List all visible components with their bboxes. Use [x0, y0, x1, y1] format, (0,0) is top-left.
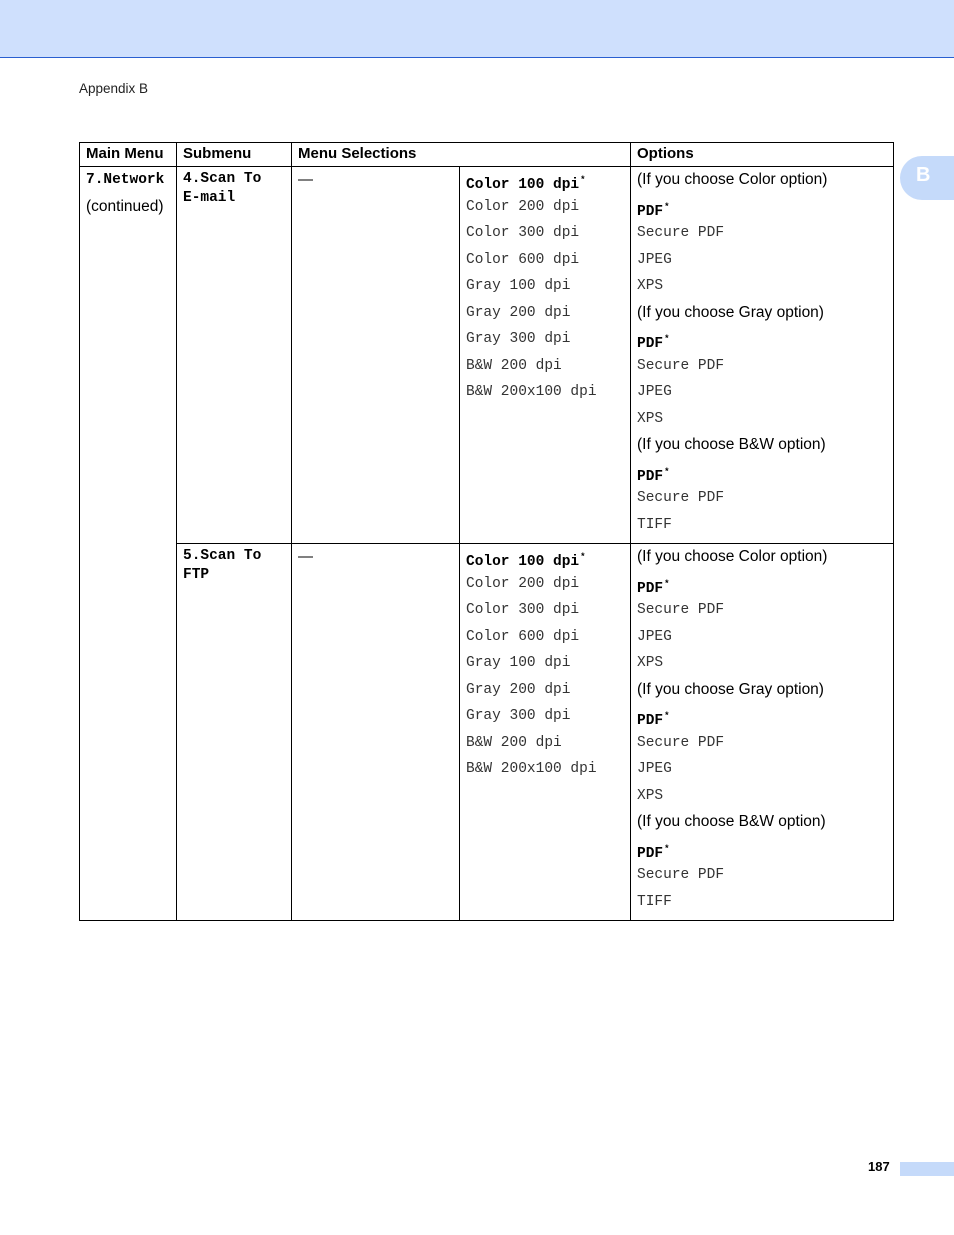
- option-item: XPS: [637, 410, 664, 427]
- selection-cell: [292, 544, 460, 921]
- options-list: [631, 167, 894, 544]
- resolution-item: Gray 100 dpi: [466, 655, 571, 671]
- option-item: Secure PDF: [637, 225, 725, 241]
- submenu-label: 5.Scan To: [183, 548, 262, 564]
- resolution-item: Color 600 dpi: [466, 628, 580, 645]
- col-header-menu-selections: Menu Selections: [292, 143, 631, 167]
- menu-table: [79, 142, 894, 921]
- resolution-item: B&W 200 dpi: [466, 734, 562, 751]
- option-item: Secure PDF: [637, 490, 725, 506]
- resolution-item: Gray 300 dpi: [466, 708, 571, 724]
- submenu-label: FTP: [183, 567, 210, 583]
- default-marker: *: [664, 201, 670, 212]
- resolution-item: Gray 300 dpi: [466, 331, 571, 347]
- page-number-bar: [900, 1162, 954, 1176]
- option-item: PDF*: [637, 578, 670, 597]
- selection-dash: —: [298, 548, 313, 565]
- col-header-main-menu: Main Menu: [80, 143, 177, 167]
- selection-cell: [292, 167, 460, 544]
- option-item: XPS: [637, 655, 664, 671]
- option-item: JPEG: [637, 628, 672, 645]
- default-marker: *: [664, 843, 670, 854]
- default-marker: *: [580, 175, 586, 185]
- option-item: PDF*: [637, 843, 670, 862]
- option-item: Secure PDF: [637, 602, 725, 618]
- resolution-item: B&W 200x100 dpi: [466, 761, 597, 777]
- resolution-item: Color 100 dpi*: [466, 175, 586, 193]
- option-item: PDF*: [637, 201, 670, 220]
- option-item: XPS: [637, 787, 664, 804]
- resolution-item: Color 100 dpi*: [466, 552, 586, 570]
- default-marker: *: [664, 466, 670, 477]
- main-menu-name: 7.Network: [86, 172, 165, 188]
- option-item: JPEG: [637, 761, 672, 777]
- col-header-options: Options: [631, 143, 894, 167]
- resolution-item: Color 200 dpi: [466, 198, 580, 215]
- submenu-label: E-mail: [183, 190, 236, 206]
- option-item: Secure PDF: [637, 357, 725, 374]
- option-item: TIFF: [637, 516, 672, 533]
- option-item: JPEG: [637, 251, 672, 268]
- default-marker: *: [664, 711, 670, 721]
- running-header: Appendix B: [79, 81, 149, 96]
- option-note: (If you choose Color option): [637, 171, 828, 188]
- option-item: Secure PDF: [637, 734, 725, 751]
- resolution-item: Gray 100 dpi: [466, 278, 571, 294]
- resolution-item: Gray 200 dpi: [466, 681, 571, 698]
- table-header-row: [80, 143, 894, 167]
- option-item: TIFF: [637, 893, 672, 910]
- option-item: Secure PDF: [637, 867, 725, 883]
- submenu-cell: [177, 167, 292, 544]
- default-marker: *: [664, 578, 670, 589]
- table-row: [80, 544, 894, 921]
- table-row: [80, 167, 894, 544]
- default-marker: *: [580, 552, 586, 562]
- option-note: (If you choose Gray option): [637, 303, 824, 321]
- option-item: PDF*: [637, 466, 670, 485]
- resolution-list: [460, 544, 631, 921]
- selection-dash: —: [298, 171, 313, 188]
- resolution-item: Color 600 dpi: [466, 251, 580, 268]
- resolution-item: Color 300 dpi: [466, 602, 580, 618]
- main-menu-cell: [80, 167, 177, 921]
- default-marker: *: [664, 334, 670, 344]
- chapter-tab: [900, 156, 954, 200]
- col-header-submenu: Submenu: [177, 143, 292, 167]
- resolution-item: Color 200 dpi: [466, 575, 580, 592]
- option-note: (If you choose Color option): [637, 548, 828, 565]
- resolution-item: B&W 200x100 dpi: [466, 384, 597, 400]
- resolution-item: Color 300 dpi: [466, 225, 580, 241]
- option-item: JPEG: [637, 384, 672, 400]
- option-note: (If you choose B&W option): [637, 813, 826, 830]
- top-band: [0, 0, 954, 58]
- chapter-tab-letter: B: [916, 164, 931, 186]
- resolution-list: [460, 167, 631, 544]
- submenu-cell: [177, 544, 292, 921]
- main-menu-note: (continued): [86, 197, 164, 215]
- option-item: PDF*: [637, 334, 670, 352]
- option-note: (If you choose Gray option): [637, 680, 824, 698]
- page-number: 187: [868, 1159, 890, 1174]
- option-item: XPS: [637, 278, 664, 294]
- submenu-label: 4.Scan To: [183, 171, 262, 187]
- resolution-item: Gray 200 dpi: [466, 304, 571, 321]
- option-item: PDF*: [637, 711, 670, 729]
- resolution-item: B&W 200 dpi: [466, 357, 562, 374]
- options-list: [631, 544, 894, 921]
- option-note: (If you choose B&W option): [637, 436, 826, 453]
